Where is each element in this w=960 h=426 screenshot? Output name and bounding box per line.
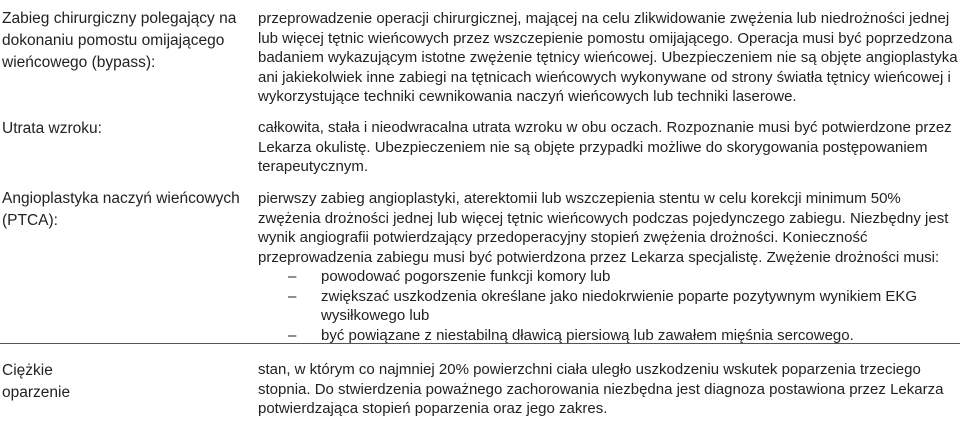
term-severe-burn: Ciężkie oparzenie <box>2 362 71 401</box>
list-item <box>258 287 958 326</box>
term-vision-loss: Utrata wzroku: <box>2 120 102 137</box>
term-bypass: Zabieg chirurgiczny polegający na dokonaniu pomostu omijającego wieńcowego (bypass): <box>2 10 237 71</box>
section-divider <box>0 343 960 344</box>
list-item-text: być powiązane z niestabilną dławicą piersiową lub zawałem mięśnia sercowego. <box>321 326 854 344</box>
definition-vision-loss: całkowita, stała i nieodwracalna utrata wzroku w obu oczach. Rozpoznanie musi być potwierdzone przez Lekarza okulistę. Ubezpieczeniem nie są objęte przypadki możliwe do skorygowania postępowaniem terapeutycznym. <box>258 119 952 175</box>
definition-ptca <box>258 189 958 345</box>
term-ptca: Angioplastyka naczyń wieńcowych (PTCA): <box>2 190 240 229</box>
ptca-criteria-list <box>258 267 958 345</box>
dash-marker: – <box>288 326 297 344</box>
dash-marker: – <box>288 268 297 285</box>
list-item <box>258 267 958 287</box>
definition-ptca-text: pierwszy zabieg angioplastyki, aterektomii lub wszczepienia stentu w celu korekcji minimum 50% zwężenia drożności jednej lub więcej tętnic wieńcowych podczas pojedynczego zabiegu. Niezbędny jest wynik angiografii potwierdzający przedoperacyjny stopień zwężenia drożności. Konieczność przeprowadzenia zabiegu musi być potwierdzona przez Lekarza specjalistę. Zwężenie drożności musi: <box>258 190 949 266</box>
definition-bypass: przeprowadzenie operacji chirurgicznej, mającej na celu zlikwidowanie zwężenia lub niedrożności jednej lub więcej tętnic wieńcowych przez wszczepienie pomostu omijającego. Operacja musi być poprzedzona badaniem wykazującym istotne zwężenie tętnicy wieńcowej. Ubezpieczeniem nie są objęte angioplastyka ani jakiekolwiek inne zabiegi na tętnicach wieńcowych wykonywane od strony światła tętnicy wieńcowej i wykorzystujące techniki cewnikowania naczyń wieńcowych lub techniki laserowe. <box>258 10 958 105</box>
definition-severe-burn: stan, w którym co najmniej 20% powierzchni ciała uległo uszkodzeniu wskutek poparzenia trzeciego stopnia. Do stwierdzenia poważnego zachorowania niezbędna jest diagnoza postawiona przez Lekarza potwierdzająca stopień poparzenia oraz jego zakres. <box>258 361 944 417</box>
list-item-text: powodować pogorszenie funkcji komory lub <box>321 268 611 285</box>
list-item-text: zwiększać uszkodzenia określane jako niedokrwienie poparte pozytywnym wynikiem EKG wysiłkowego lub <box>321 287 918 324</box>
dash-marker: – <box>288 287 297 305</box>
